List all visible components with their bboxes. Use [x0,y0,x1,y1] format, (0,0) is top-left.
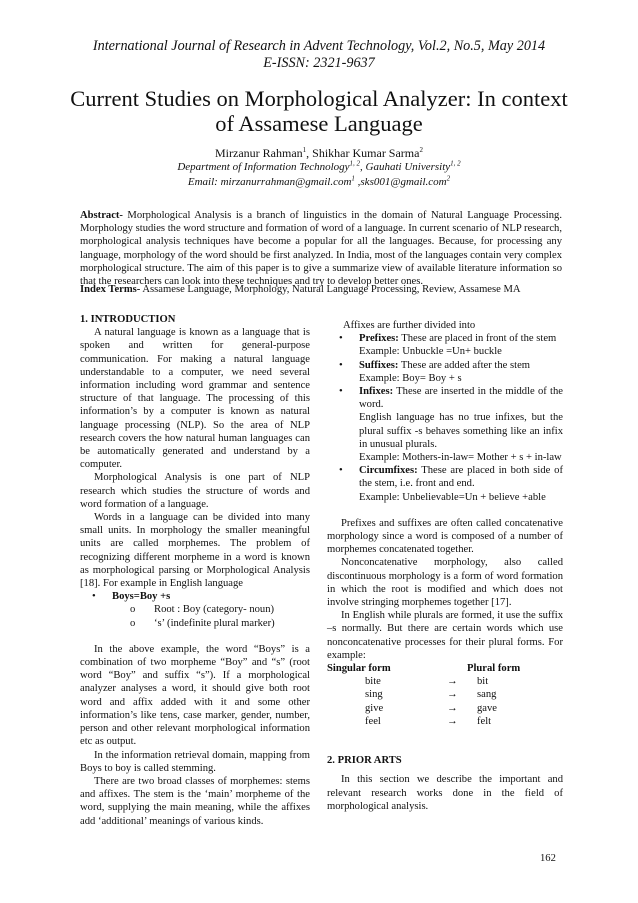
journal-line-1: International Journal of Research in Advent Technology, Vol.2, No.5, May 2014 [92,38,546,54]
journal-header [0,38,638,72]
affiliation-line [0,161,638,173]
intro-paragraph-2: Morphological Analysis is one part of NLP research which studies the structure of words and word formation of a language. [80,472,310,510]
page-number: 162 [540,853,556,864]
index-terms-label: Index Terms- [80,284,141,295]
arrow-icon: → [447,689,458,701]
email-line [0,176,638,188]
arrow-icon: → [447,676,458,688]
index-terms [80,283,562,296]
email-1-sup: 1 [351,174,355,183]
section-heading-introduction: 1. INTRODUCTION [80,314,176,325]
affix-item-suffixes [327,359,563,385]
prior-arts-paragraph: In this section we describe the important and relevant research works done in the field of morphological analysis. [327,774,563,812]
abstract-label: Abstract- [80,210,123,221]
affix-description: These are placed in front of the stem [398,333,557,345]
singular-cell: sing [365,689,383,701]
abstract [80,209,562,288]
header-plural: Plural form [467,663,521,675]
table-row [327,675,520,688]
author-2: Shikhar Kumar Sarma [312,146,420,160]
affix-description: These are inserted in the middle of the word. [359,386,563,411]
affix-label: Circumfixes: [359,465,418,477]
email-label: Email: [187,176,221,188]
sub-bullet-icon: o [130,604,136,616]
affix-item-infixes [327,385,563,464]
plural-table-header [327,662,520,675]
affix-example: Example: Boy= Boy + s [359,372,462,384]
morphology-paragraph-3: In English while plurals are formed, it use the suffix –s normally. But there are certain words which use nonconcatenative processes for their plural forms. For example: [327,610,563,661]
morphology-paragraph-2: Nonconcatenative morphology, also called discontinuous morphology is a form of word formation in which the root is modified and which does not involve stringing morphemes together [17]. [327,557,563,609]
bullet-icon: • [339,359,343,371]
bullet-icon: • [339,465,343,477]
bullet-icon: • [92,591,96,603]
email-2: ,sks001@gmail.com [354,176,447,188]
journal-line-2: E-ISSN: 2321-9637 [263,55,375,71]
bullet-icon: • [339,333,343,345]
affix-example: Example: Unbelievable=Un + believe +able [359,491,546,503]
morphology-paragraph-1: Prefixes and suffixes are often called concatenative morphology since a word is composed of a number of morphemes concatenated together. [327,517,563,556]
table-row [327,688,520,701]
table-row [327,715,520,728]
affix-label: Prefixes: [359,333,399,345]
affix-extra: English language has no true infixes, but the plural suffix -s behaves something like an infix in unusual plurals. [359,412,563,450]
sub-item-text: ‘s’ (indefinite plural marker) [154,617,275,629]
affix-example: Example: Unbuckle =Un+ buckle [359,346,502,358]
department: Department of Information Technology [177,161,350,173]
intro-paragraph-4: In the above example, the word “Boys” is a combination of two morpheme “Boy” and “s” (root word “Boy” and suffix “s”). If a morphological analyzer analyses a word, it should give both root word and affix added with it and some other information’s like tens, case marker, gender, number, person and other relevant morphological information etc as output. [80,643,310,748]
affix-item-circumfixes [327,464,563,504]
author-1-affiliation: 1 [302,146,307,154]
affix-description: These are added after the stem [398,359,531,371]
example-bullet-text: Boys=Boy +s [112,591,171,603]
affix-item-prefixes [327,332,563,358]
plural-cell: bit [477,676,489,688]
title-line-2: of Assamese Language [215,111,423,136]
paper-title [0,86,638,136]
intro-paragraph-6: There are two broad classes of morphemes: stems and affixes. The stem is the ‘main’ morpheme of the word, supplying the main meaning, while the affixes add ‘additional’ meanings of various kinds. [80,775,310,827]
affix-example: Example: Mothers-in-law= Mother + s + in-law [359,452,562,464]
email-2-sup: 2 [446,174,451,183]
title-line-1: Current Studies on Morphological Analyzer: In context [70,86,568,111]
section-heading-prior-arts: 2. PRIOR ARTS [327,755,402,767]
index-terms-text: Assamese Language, Morphology, Natural Language Processing, Review, Assamese MA [140,284,521,295]
header-singular: Singular form [327,663,391,675]
left-column [80,313,310,828]
affix-intro: Affixes are further divided into [343,320,476,331]
sub-item-text: Root : Boy (category- noun) [154,604,275,616]
affix-label: Suffixes: [359,359,399,371]
example-sub-item-root [110,603,310,616]
table-row [327,702,520,715]
university: , Gauhati University [360,161,451,173]
abstract-text: Morphological Analysis is a branch of linguistics in the domain of Natural Language Processing. Morphology studies the word structure and formation of word of a language. In current scenario of NLP research, morphological analysis techniques have become a popular for all the languages. Because, for processing any language, morphology of the word should be first analyzed. In India, most of the languages contain very complex morphological structure. The aim of this paper is to give a summarize view of available literature information so that the researchers can look into these techniques and try to develop better ones. [80,210,562,288]
plural-cell: felt [477,715,492,727]
author-2-affiliation: 2 [419,146,423,154]
university-sup: 1, 2 [450,159,461,168]
right-column [327,319,563,813]
intro-paragraph-5: In the information retrieval domain, mapping from Boys to boy is called stemming. [80,749,310,774]
sub-bullet-icon: o [130,617,136,629]
example-bullet [80,590,310,603]
arrow-icon: → [447,715,458,727]
arrow-icon: → [447,702,458,714]
bullet-icon: • [339,386,343,398]
singular-cell: feel [365,715,381,727]
affix-label: Infixes: [359,386,394,398]
example-sub-item-suffix [110,617,310,630]
author-line [0,146,638,161]
singular-cell: bite [365,676,381,688]
intro-paragraph-3: Words in a language can be divided into many small units. In morphology the smaller meaningful units are called morphemes. The problem of recognizing different morpheme in a word is known as morphological parsing or Morphological Analysis [18]. For example in English language [80,512,310,590]
plural-cell: sang [477,689,497,701]
author-1: Mirzanur Rahman [215,146,303,160]
affix-description: These are placed in both side of the stem, i.e. front and end. [359,465,563,490]
singular-cell: give [365,702,384,714]
department-sup: 1, 2 [349,159,361,168]
intro-paragraph-1: A natural language is known as a language that is spoken and written for general-purpose communication. For making a natural language understandable to a computer, we need several information including word grammar and sentence structure of that language. The processing of this information’s by a computer is known as natural language processing (NLP). So the area of NLP research covers the how natural human languages can be automatically generated and understand by a computer. [80,327,310,471]
email-1: mirzanurrahman@gmail.com [220,176,352,188]
plural-table [327,662,520,728]
plural-cell: gave [477,702,497,714]
author-separator: , [306,146,313,160]
